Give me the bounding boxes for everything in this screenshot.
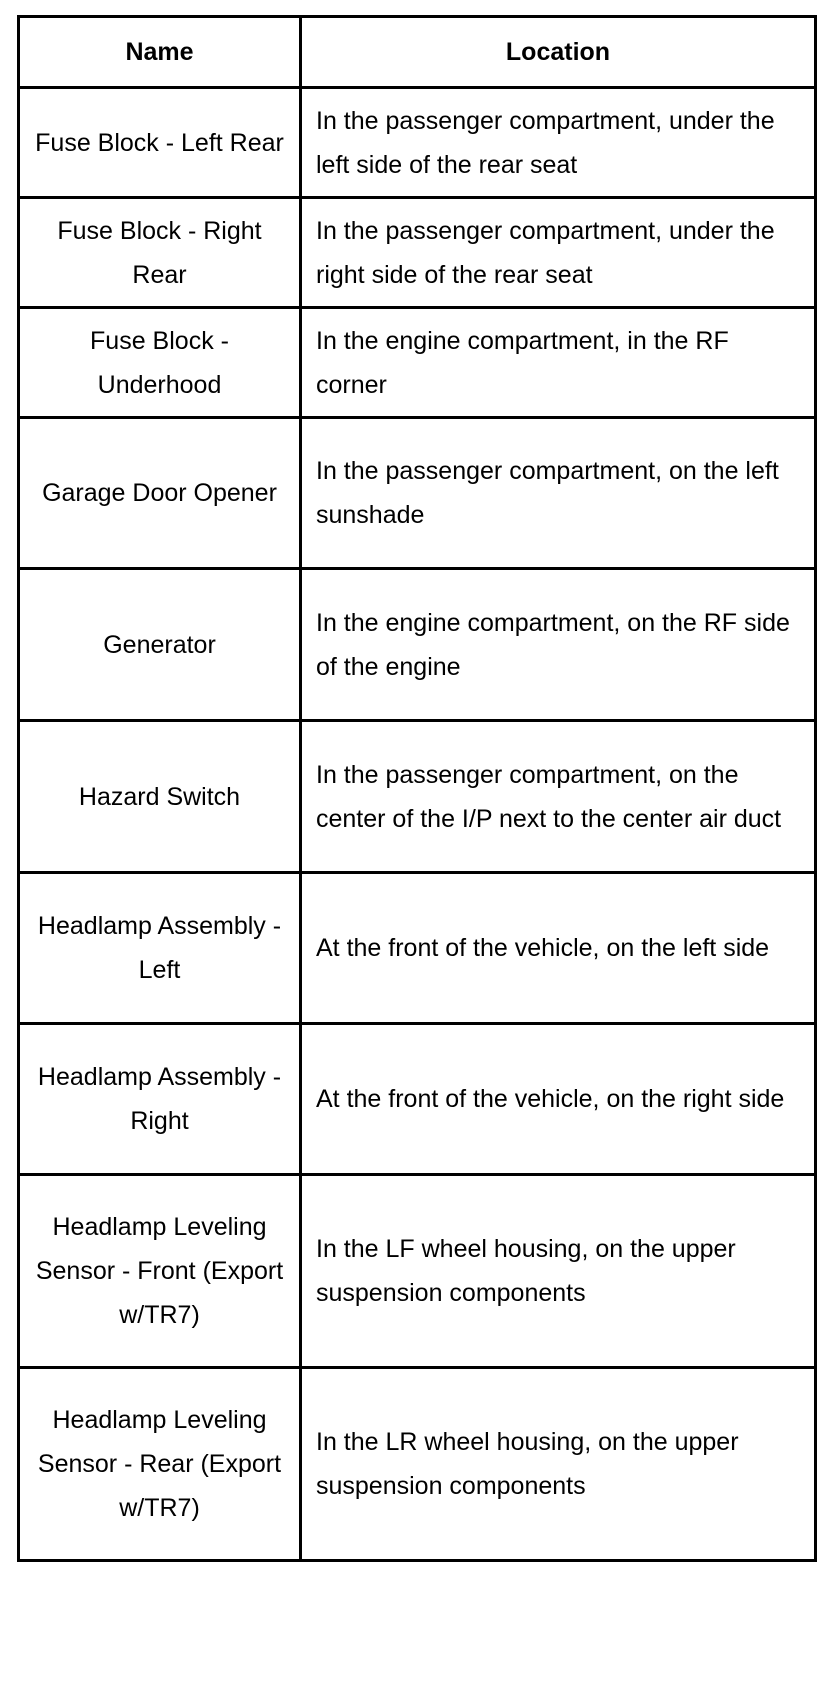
table-row: [19, 1024, 816, 1175]
component-name: Headlamp Leveling Sensor - Front (Export w/TR7): [35, 1213, 284, 1329]
name-cell: [19, 308, 301, 418]
component-location: In the passenger compartment, under the left side of the rear seat: [316, 106, 775, 179]
name-cell: [19, 418, 301, 569]
table-row: [19, 308, 816, 418]
name-column-header: Name: [19, 17, 301, 88]
name-cell: [19, 1024, 301, 1175]
component-name: Fuse Block - Left Rear: [35, 128, 284, 157]
component-location: In the passenger compartment, on the center of the I/P next to the center air duct: [316, 760, 782, 833]
component-location: In the passenger compartment, under the right side of the rear seat: [316, 216, 775, 289]
component-name: Headlamp Leveling Sensor - Rear (Export w/TR7): [37, 1406, 282, 1522]
location-cell: [301, 569, 816, 721]
name-cell: [19, 198, 301, 308]
table-row: [19, 873, 816, 1024]
component-location-table: [17, 15, 817, 1562]
component-name: Generator: [103, 630, 216, 659]
component-name: Headlamp Assembly - Left: [37, 912, 282, 984]
table-row: [19, 1175, 816, 1368]
location-cell: [301, 308, 816, 418]
name-cell: [19, 873, 301, 1024]
component-name: Headlamp Assembly - Right: [37, 1063, 282, 1135]
table-row: [19, 721, 816, 873]
component-location: At the front of the vehicle, on the left side: [316, 934, 770, 962]
header-row: [19, 17, 816, 88]
location-cell: [301, 198, 816, 308]
component-location: At the front of the vehicle, on the right side: [316, 1085, 785, 1113]
location-cell: [301, 721, 816, 873]
location-cell: [301, 418, 816, 569]
table-row: [19, 198, 816, 308]
table-row: [19, 88, 816, 198]
component-location: In the engine compartment, in the RF corner: [316, 326, 729, 399]
table-row: [19, 1368, 816, 1561]
component-location: In the passenger compartment, on the left sunshade: [316, 457, 779, 529]
component-name: Fuse Block - Underhood: [90, 326, 229, 399]
location-cell: [301, 88, 816, 198]
name-cell: [19, 88, 301, 198]
location-cell: [301, 873, 816, 1024]
location-cell: [301, 1175, 816, 1368]
location-cell: [301, 1024, 816, 1175]
location-cell: [301, 1368, 816, 1561]
name-cell: [19, 1175, 301, 1368]
component-location: In the engine compartment, on the RF side of the engine: [316, 608, 790, 681]
name-cell: [19, 1368, 301, 1561]
name-cell: [19, 721, 301, 873]
location-column-header: Location: [301, 17, 816, 88]
component-location: In the LR wheel housing, on the upper suspension components: [316, 1428, 739, 1500]
component-name: Hazard Switch: [78, 782, 241, 811]
table-row: [19, 569, 816, 721]
component-name: Garage Door Opener: [42, 479, 277, 507]
table-row: [19, 418, 816, 569]
component-location: In the LF wheel housing, on the upper suspension components: [316, 1235, 736, 1307]
component-name: Fuse Block - Right Rear: [57, 216, 262, 289]
name-cell: [19, 569, 301, 721]
